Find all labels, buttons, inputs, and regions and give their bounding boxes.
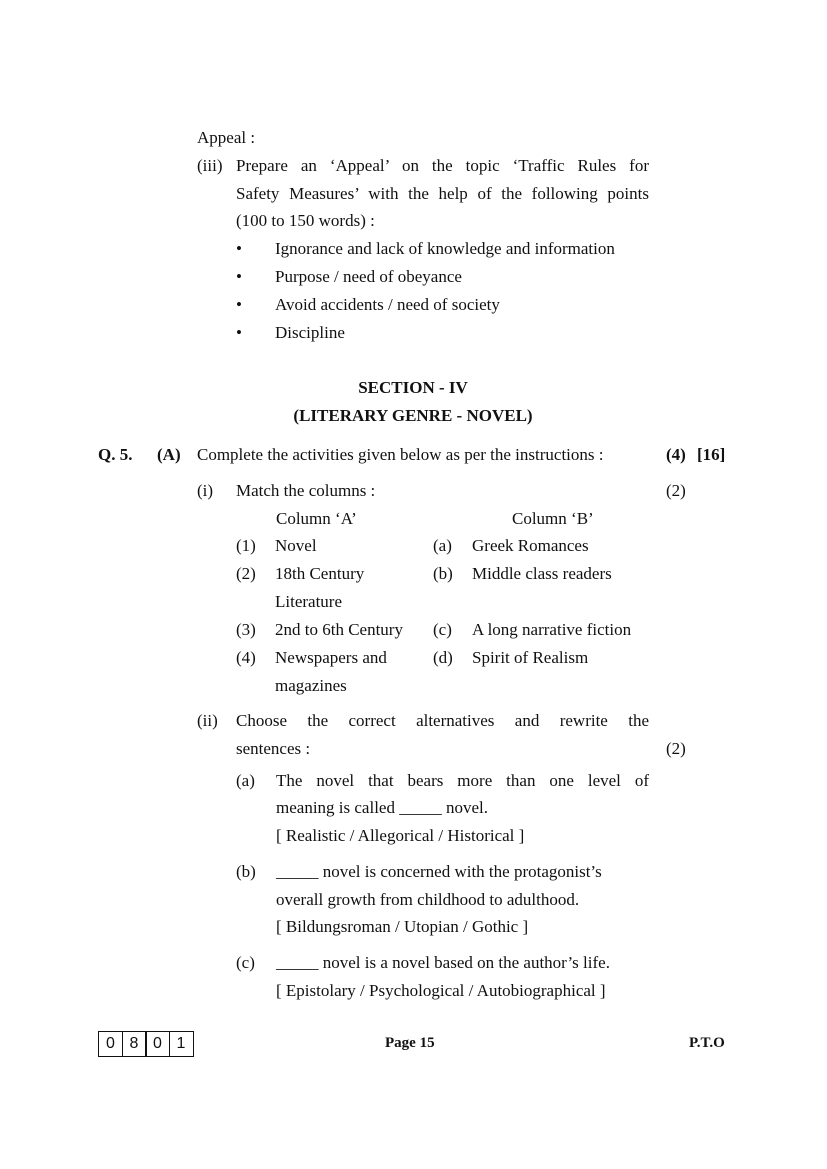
bullet-icon: • <box>236 239 242 258</box>
match-b-number: (d) <box>433 648 453 667</box>
paper-code-digit: 1 <box>169 1031 194 1057</box>
paper-code-digit: 8 <box>122 1031 147 1057</box>
choose-item-text: meaning is called _____ novel. <box>276 798 488 817</box>
choose-instruction-line: sentences : <box>236 739 311 758</box>
question-total-marks: [16] <box>697 445 726 464</box>
match-a-number: (1) <box>236 536 256 555</box>
match-b-text: Spirit of Realism <box>472 648 589 667</box>
match-a-text: 18th Century <box>275 564 365 583</box>
appeal-bullet-item: Discipline <box>275 323 345 342</box>
paper-code-box <box>98 1031 194 1057</box>
bullet-icon: • <box>236 295 242 314</box>
match-a-text: magazines <box>275 676 347 695</box>
question-marks: (4) <box>666 445 686 464</box>
choose-item-number: (a) <box>236 771 255 790</box>
match-marks: (2) <box>666 481 686 500</box>
appeal-heading: Appeal : <box>197 128 256 147</box>
page-number: Page 15 <box>385 1035 435 1051</box>
choose-item-number: (b) <box>236 862 256 881</box>
section-subtitle: (LITERARY GENRE - NOVEL) <box>293 406 533 425</box>
match-a-number: (2) <box>236 564 256 583</box>
choose-item-options: [ Bildungsroman / Utopian / Gothic ] <box>276 917 529 936</box>
choose-instruction-line: Choose the correct alternatives and rewrite the <box>236 711 649 730</box>
question-part: (A) <box>157 445 181 464</box>
match-instruction: Match the columns : <box>236 481 376 500</box>
choose-item-text: overall growth from childhood to adulthood. <box>276 890 580 909</box>
choose-item-text: _____ novel is a novel based on the author’s life. <box>276 953 610 972</box>
choose-item-text: _____ novel is concerned with the protagonist’s <box>276 862 602 881</box>
choose-item-number: (c) <box>236 953 255 972</box>
choose-item-text: The novel that bears more than one level of <box>276 771 649 790</box>
choose-item-options: [ Realistic / Allegorical / Historical ] <box>276 826 525 845</box>
appeal-bullet-item: Avoid accidents / need of society <box>275 295 500 314</box>
subquestion-number: (i) <box>197 481 214 500</box>
appeal-instruction-line: Prepare an ‘Appeal’ on the topic ‘Traffic Rules for <box>236 156 649 175</box>
appeal-bullet-item: Ignorance and lack of knowledge and information <box>275 239 615 258</box>
match-b-text: A long narrative fiction <box>472 620 632 639</box>
match-b-number: (a) <box>433 536 452 555</box>
column-b-header: Column ‘B’ <box>512 509 594 528</box>
bullet-icon: • <box>236 267 242 286</box>
pto-label: P.T.O <box>689 1035 725 1051</box>
match-a-number: (4) <box>236 648 256 667</box>
match-a-text: Newspapers and <box>275 648 387 667</box>
paper-code-digit: 0 <box>145 1031 170 1057</box>
match-a-number: (3) <box>236 620 256 639</box>
match-b-text: Middle class readers <box>472 564 612 583</box>
match-b-text: Greek Romances <box>472 536 589 555</box>
match-b-number: (c) <box>433 620 452 639</box>
column-a-header: Column ‘A’ <box>276 509 357 528</box>
appeal-bullet-item: Purpose / need of obeyance <box>275 267 462 286</box>
match-b-number: (b) <box>433 564 453 583</box>
match-a-text: Literature <box>275 592 343 611</box>
appeal-number: (iii) <box>197 156 223 175</box>
match-a-text: Novel <box>275 536 317 555</box>
section-title: SECTION - IV <box>358 378 468 397</box>
choose-item-options: [ Epistolary / Psychological / Autobiographical ] <box>276 981 606 1000</box>
appeal-instruction-line: Safety Measures’ with the help of the following points <box>236 184 649 203</box>
paper-code-digit: 0 <box>98 1031 123 1057</box>
question-number: Q. 5. <box>98 445 133 464</box>
appeal-instruction-line: (100 to 150 words) : <box>236 211 375 230</box>
match-a-text: 2nd to 6th Century <box>275 620 403 639</box>
question-instruction: Complete the activities given below as per the instructions : <box>197 445 604 464</box>
bullet-icon: • <box>236 323 242 342</box>
subquestion-number: (ii) <box>197 711 218 730</box>
choose-marks: (2) <box>666 739 686 758</box>
